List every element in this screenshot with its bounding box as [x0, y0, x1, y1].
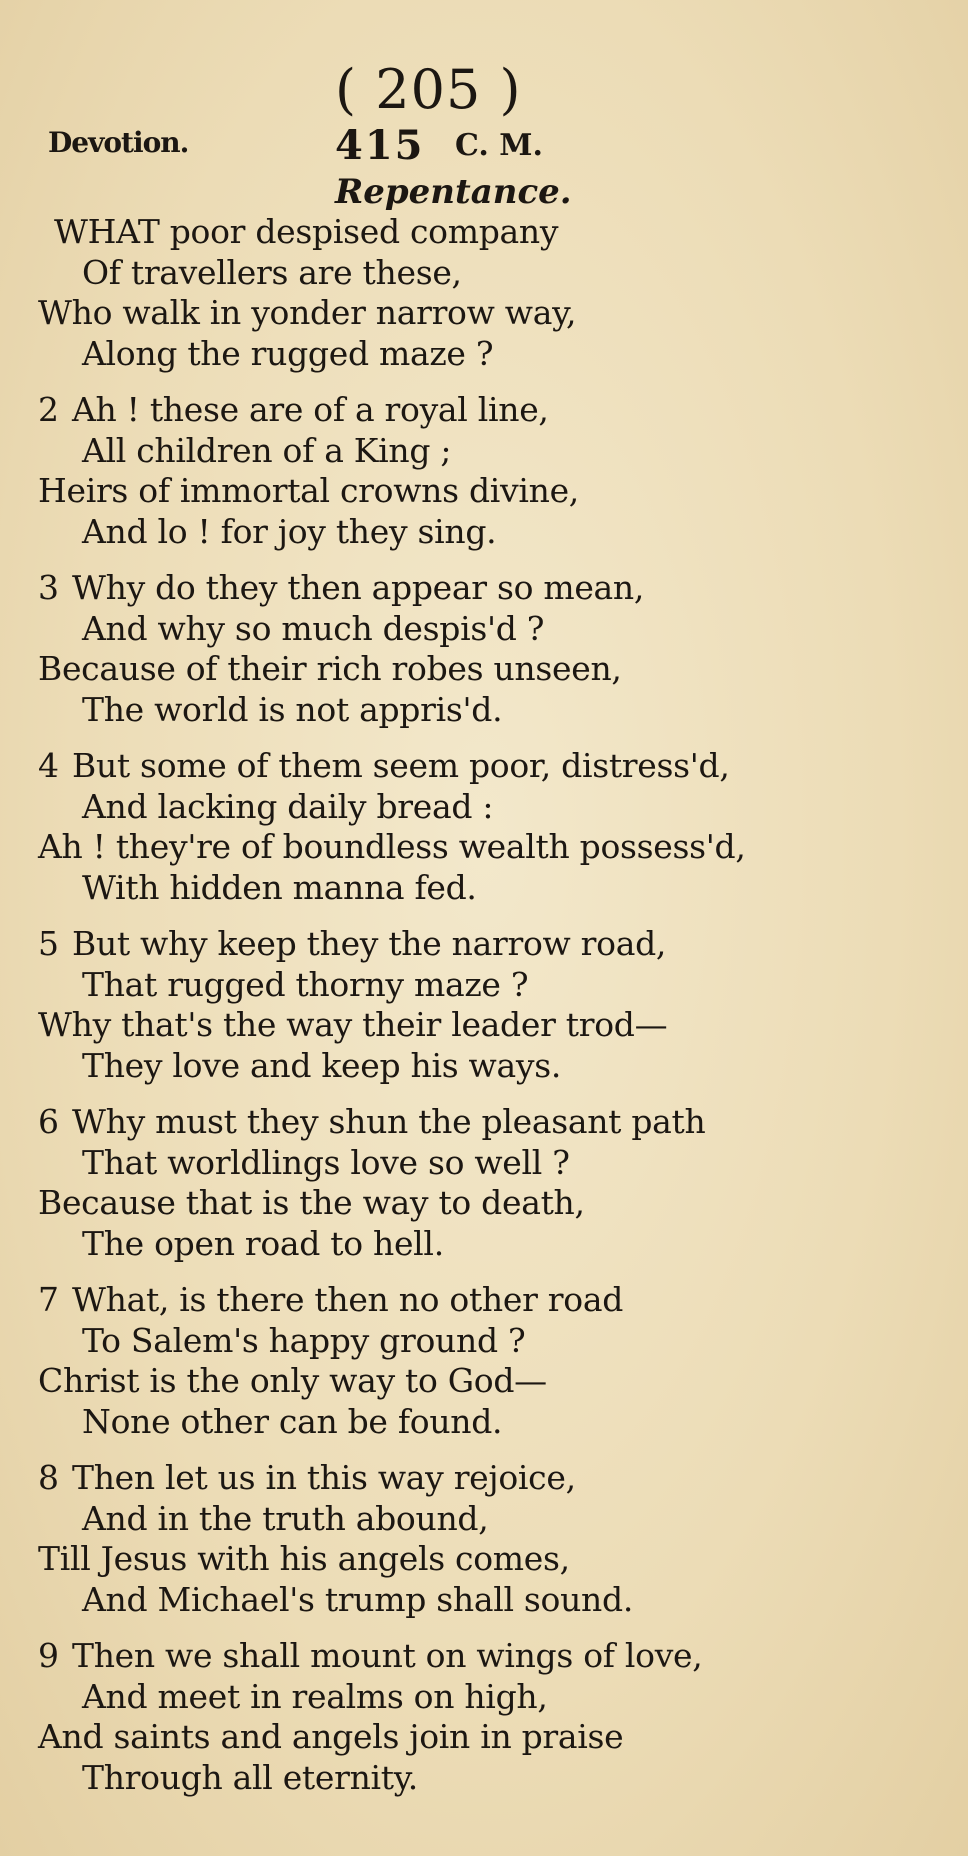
- verse-line: [38, 868, 948, 909]
- section-label: Devotion.: [48, 126, 189, 159]
- verse-text: Then we shall mount on wings of love,: [72, 1636, 703, 1675]
- verse-text: What, is there then no other road: [72, 1280, 624, 1319]
- verse-text: Through all eternity.: [82, 1757, 418, 1797]
- verse-line: [38, 787, 948, 828]
- verse-text: Ah ! they're of boundless wealth possess'd,: [38, 827, 746, 866]
- verse-text: Of travellers are these,: [82, 252, 462, 292]
- verse-text: To Salem's happy ground ?: [82, 1320, 526, 1360]
- verse-text: Who walk in yonder narrow way,: [38, 293, 577, 332]
- verse-text: Why do they then appear so mean,: [72, 568, 645, 607]
- verse-line: [38, 924, 948, 965]
- verse-line: [38, 1143, 948, 1184]
- verse-line: [38, 1361, 948, 1402]
- stanza: [38, 1458, 948, 1620]
- verse-text: That rugged thorny maze ?: [82, 964, 529, 1004]
- stanza: [38, 746, 948, 908]
- hymn-meter: C. M.: [455, 128, 543, 163]
- verse-line: [38, 1539, 948, 1580]
- stanza: [38, 568, 948, 730]
- verse-text: But why keep they the narrow road,: [72, 924, 667, 963]
- verse-line: [38, 1499, 948, 1540]
- verse-text: And lacking daily bread :: [82, 786, 494, 826]
- verse-line: [38, 746, 948, 787]
- verse-text: The open road to hell.: [82, 1223, 444, 1263]
- verse-line: [38, 1102, 948, 1143]
- verse-text: Because of their rich robes unseen,: [38, 649, 622, 688]
- verse-line: [38, 1280, 948, 1321]
- verse-text: Then let us in this way rejoice,: [72, 1458, 576, 1497]
- verse-line: [38, 1183, 948, 1224]
- verse-text: That worldlings love so well ?: [82, 1142, 570, 1182]
- verse-text: Ah ! these are of a royal line,: [72, 390, 549, 429]
- stanza: [38, 1636, 948, 1798]
- verse-line: [38, 390, 948, 431]
- verse-line: [38, 212, 948, 253]
- stanza: [38, 1102, 948, 1264]
- stanza: [38, 924, 948, 1086]
- verse-line: [38, 965, 948, 1006]
- verse-line: [38, 1224, 948, 1265]
- verse-line: [38, 1717, 948, 1758]
- verse-text: Heirs of immortal crowns divine,: [38, 471, 579, 510]
- stanza-number: 6: [38, 1102, 59, 1141]
- verse-text: And meet in realms on high,: [82, 1676, 548, 1716]
- verse-text: Why that's the way their leader trod—: [38, 1005, 668, 1044]
- stanza-number: 9: [38, 1636, 59, 1675]
- verse-line: [38, 471, 948, 512]
- hymn-text: [38, 212, 948, 1814]
- stanza-number: 4: [38, 746, 59, 785]
- verse-line: [38, 568, 948, 609]
- verse-text: The world is not appris'd.: [82, 689, 503, 729]
- verse-line: [38, 253, 948, 294]
- stanza: [38, 390, 948, 552]
- verse-line: [38, 690, 948, 731]
- verse-line: [38, 1402, 948, 1443]
- verse-line: [38, 1458, 948, 1499]
- stanza-number: 2: [38, 390, 59, 429]
- verse-line: [38, 512, 948, 553]
- verse-line: [38, 649, 948, 690]
- verse-line: [38, 1636, 948, 1677]
- verse-line: [38, 827, 948, 868]
- verse-text: Along the rugged maze ?: [82, 333, 494, 373]
- stanza-number: 5: [38, 924, 59, 963]
- verse-text: And Michael's trump shall sound.: [82, 1579, 634, 1619]
- page-number: ( 205 ): [335, 58, 522, 121]
- stanza-number: 8: [38, 1458, 59, 1497]
- verse-text: Because that is the way to death,: [38, 1183, 585, 1222]
- verse-text: And saints and angels join in praise: [38, 1717, 624, 1756]
- verse-line: [38, 1005, 948, 1046]
- verse-line: [38, 1321, 948, 1362]
- hymn-title: Repentance.: [335, 172, 572, 212]
- verse-line: [38, 1580, 948, 1621]
- stanza-number: 3: [38, 568, 59, 607]
- verse-line: [38, 334, 948, 375]
- verse-text: None other can be found.: [82, 1401, 503, 1441]
- hymn-number: 415: [335, 122, 425, 169]
- verse-line: [38, 609, 948, 650]
- verse-text: Till Jesus with his angels comes,: [38, 1539, 570, 1578]
- verse-line: [38, 431, 948, 472]
- verse-text: Why must they shun the pleasant path: [72, 1102, 706, 1141]
- verse-text: They love and keep his ways.: [82, 1045, 562, 1085]
- verse-text: And why so much despis'd ?: [82, 608, 545, 648]
- verse-text: All children of a King ;: [82, 430, 452, 470]
- verse-line: [38, 1758, 948, 1799]
- verse-line: [38, 1677, 948, 1718]
- stanza-number: 7: [38, 1280, 59, 1319]
- verse-text: But some of them seem poor, distress'd,: [72, 746, 730, 785]
- verse-text: Christ is the only way to God—: [38, 1361, 547, 1400]
- verse-text: And lo ! for joy they sing.: [82, 511, 497, 551]
- stanza: [38, 212, 948, 374]
- verse-text: WHAT poor despised company: [54, 212, 559, 251]
- verse-line: [38, 293, 948, 334]
- verse-text: With hidden manna fed.: [82, 867, 477, 907]
- verse-line: [38, 1046, 948, 1087]
- verse-text: And in the truth abound,: [82, 1498, 489, 1538]
- stanza: [38, 1280, 948, 1442]
